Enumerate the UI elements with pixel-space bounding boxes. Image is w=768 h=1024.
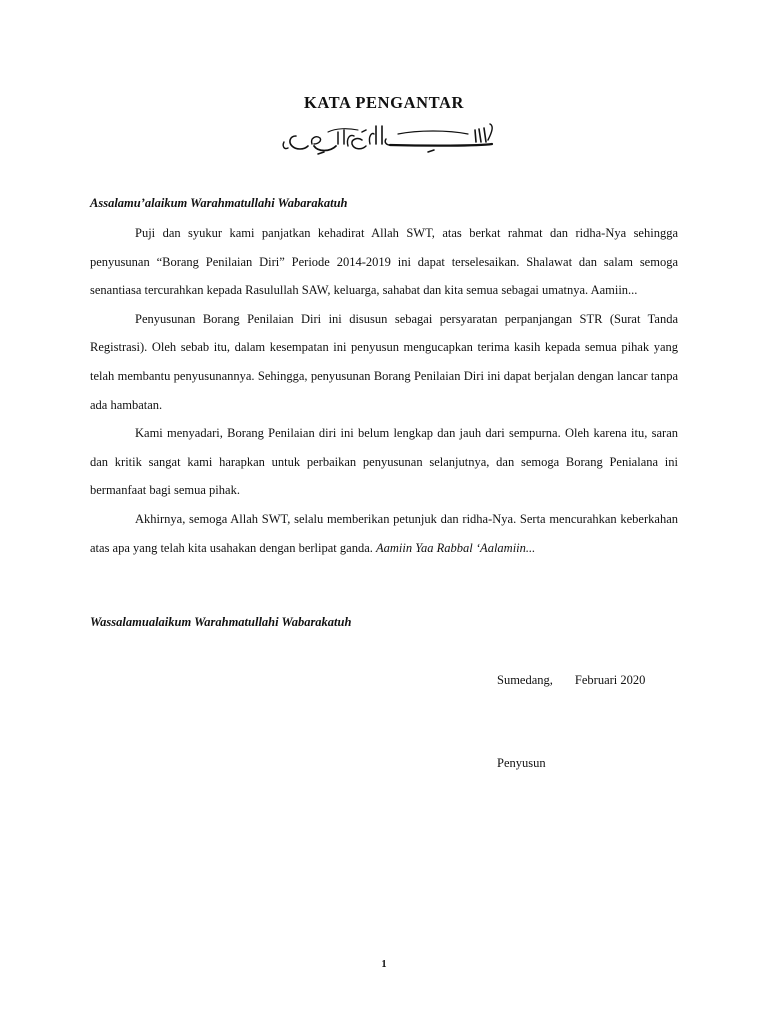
signer: Penyusun <box>497 756 546 770</box>
paragraph-4-text: Akhirnya, semoga Allah SWT, selalu memberikan petunjuk dan ridha-Nya. Serta mencurahkan keberkahan atas apa yang telah kita usahakan dengan berlipat ganda. <box>90 511 678 555</box>
place-date <box>497 673 645 688</box>
page-number: 1 <box>381 959 387 970</box>
closing-greeting: Wassalamualaikum Warahmatullahi Wabarakatuh <box>90 615 352 629</box>
paragraph-3: Kami menyadari, Borang Penilaian diri ini belum lengkap dan jauh dari sempurna. Oleh karena itu, saran dan kritik sangat kami harapkan untuk perbaikan penyusunan selanjutnya, dan semoga Borang Penialana ini bermanfaat bagi semua pihak. <box>90 426 678 498</box>
paragraph-4 <box>90 505 678 562</box>
bismillah-calligraphy-icon <box>278 120 498 158</box>
paragraph-1: Puji dan syukur kami panjatkan kehadirat Allah SWT, atas berkat rahmat dan ridha-Nya sehingga penyusunan “Borang Penilaian Diri” Periode 2014-2019 ini dapat terselesaikan. Shalawat dan salam semoga senantiasa tercurahkan kepada Rasulullah SAW, keluarga, sahabat dan kita semua sebagai umatnya. Aamiin... <box>90 226 678 298</box>
page-title: KATA PENGANTAR <box>303 93 465 112</box>
opening-greeting: Assalamu’alaikum Warahmatullahi Wabarakatuh <box>90 196 348 210</box>
place: Sumedang, <box>497 673 553 687</box>
paragraph-4-italic-closing: Aamiin Yaa Rabbal ‘Aalamiin... <box>376 540 536 555</box>
paragraph-2: Penyusunan Borang Penilaian Diri ini disusun sebagai persyaratan perpanjangan STR (Surat Tanda Registrasi). Oleh sebab itu, dalam kesempatan ini penyusun mengucapkan terima kasih kepada semua pihak yang telah membantu penyusunannya. Sehingga, penyusunan Borang Penilaian Diri ini dapat berjalan dengan lancar tanpa ada hambatan. <box>90 311 678 412</box>
body-text <box>90 219 678 562</box>
date: Februari 2020 <box>574 673 646 687</box>
